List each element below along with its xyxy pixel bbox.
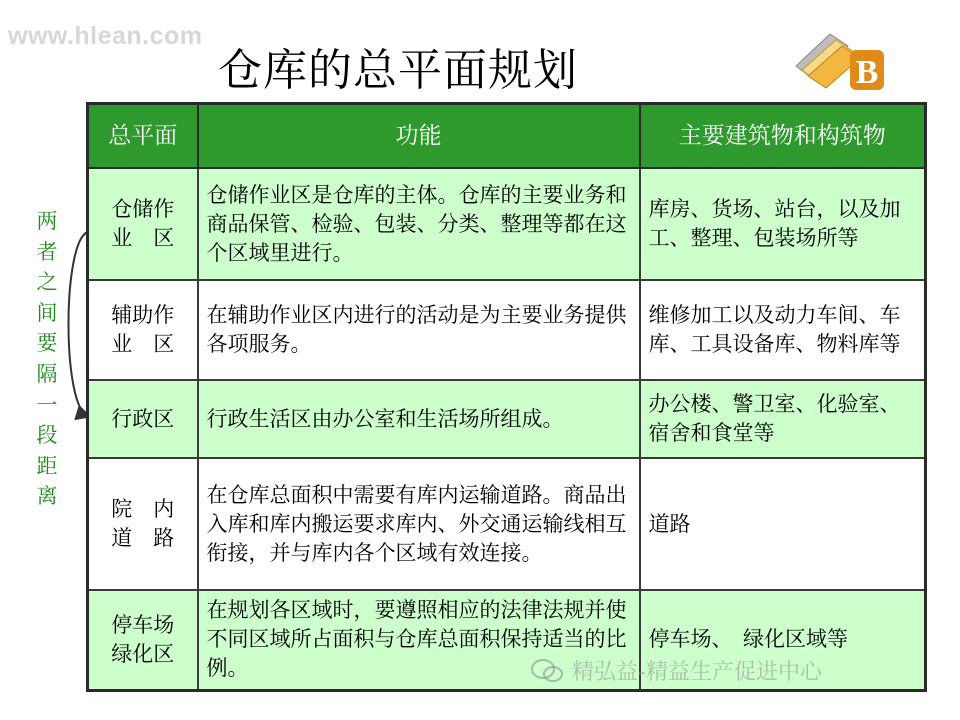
function-cell: 行政生活区由办公室和生活场所组成。 <box>198 380 640 458</box>
side-note <box>34 206 60 512</box>
zone-line: 业 区 <box>111 226 175 250</box>
side-note-char: 两 <box>36 209 58 233</box>
page-title: 仓库的总平面规划 <box>218 45 578 96</box>
zone-cell <box>88 458 198 590</box>
function-cell: 在规划各区域时，要遵照相应的法律法规并使不同区域所占面积与仓库总面积保持适当的比例。 <box>198 590 640 690</box>
zone-cell <box>88 280 198 380</box>
zone-line: 仓储作 <box>111 197 175 221</box>
side-note-char: 段 <box>36 423 58 448</box>
zone-cell <box>88 590 198 690</box>
function-cell: 仓储作业区是仓库的主体。仓库的主要业务和商品保管、检验、包装、分类、整理等都在这个区域里进行。 <box>198 168 640 280</box>
function-cell: 在辅助作业区内进行的活动是为主要业务提供各项服务。 <box>198 280 640 380</box>
header-zone: 总平面 <box>88 104 198 169</box>
side-note-char: 一 <box>36 392 58 417</box>
site-watermark: www.hlean.com <box>8 22 203 50</box>
table-row <box>88 280 926 380</box>
wechat-watermark-text: 精弘益-精益生产促进中心 <box>572 660 822 685</box>
header-buildings: 主要建筑物和构筑物 <box>640 104 926 169</box>
table-row <box>88 168 926 280</box>
function-cell: 在仓库总面积中需要有库内运输道路。商品出入库和库内搬运要求库内、外交通运输线相互衔接，并与库内各个区域有效连接。 <box>198 458 640 590</box>
side-note-char: 间 <box>36 300 58 325</box>
folder-b-logo-icon <box>790 26 890 98</box>
plan-table <box>86 102 927 692</box>
header-function: 功能 <box>198 104 640 169</box>
zone-line: 道 路 <box>111 526 175 550</box>
side-note-char: 者 <box>36 239 58 264</box>
side-note-char: 隔 <box>36 361 58 386</box>
zone-line: 院 内 <box>111 497 175 521</box>
buildings-cell: 停车场、 绿化区域等 <box>640 590 926 690</box>
side-note-char: 要 <box>36 331 58 356</box>
buildings-cell: 办公楼、警卫室、化验室、宿舍和食堂等 <box>640 380 926 458</box>
table-header-row <box>88 104 926 169</box>
table-row <box>88 458 926 590</box>
zone-line: 绿化区 <box>111 641 175 666</box>
zone-line: 业 区 <box>111 332 175 356</box>
zone-line: 行政区 <box>111 406 175 431</box>
side-note-char: 离 <box>36 484 58 509</box>
zone-line: 辅助作 <box>111 303 175 327</box>
buildings-cell: 维修加工以及动力车间、车库、工具设备库、物料库等 <box>640 280 926 380</box>
side-note-char: 距 <box>36 453 58 478</box>
wechat-watermark <box>530 655 822 686</box>
table-row <box>88 380 926 458</box>
zone-line: 停车场 <box>111 612 175 637</box>
zone-cell <box>88 168 198 280</box>
buildings-cell: 库房、货场、站台，以及加工、整理、包装场所等 <box>640 168 926 280</box>
logo-letter: B <box>855 54 879 91</box>
zone-cell <box>88 380 198 458</box>
buildings-cell: 道路 <box>640 458 926 590</box>
wechat-icon <box>530 658 564 684</box>
side-note-char: 之 <box>36 270 58 295</box>
